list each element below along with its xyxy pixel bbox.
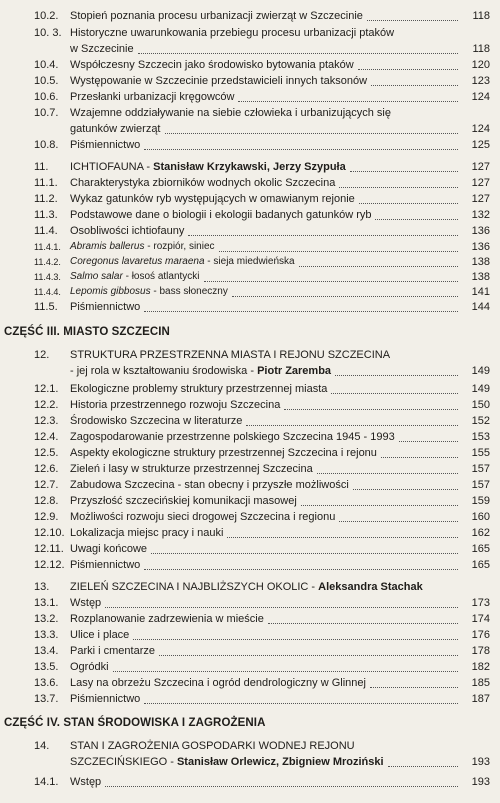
dot-leader xyxy=(144,311,458,312)
dot-leader xyxy=(317,473,458,474)
entry-number: 11.4.1. xyxy=(34,242,61,252)
page-number: 136 xyxy=(471,241,490,253)
entry-number: 12.1. xyxy=(34,383,59,395)
entry-number: 14.1. xyxy=(34,776,59,788)
entry-text: Lasy na obrzeżu Szczecina i ogród dendrologiczny w Glinnej xyxy=(70,677,366,689)
entry-text: Ogródki xyxy=(70,661,109,673)
page-number: 178 xyxy=(471,645,490,657)
entry-number: 12.3. xyxy=(34,415,59,427)
toc-entry xyxy=(0,447,500,461)
entry-number: 12.12. xyxy=(34,559,65,571)
entry-text: Piśmiennictwo xyxy=(70,139,141,151)
dot-leader xyxy=(284,409,458,410)
toc-entry xyxy=(0,597,500,611)
entry-text: Charakterystyka zbiorników wodnych okolic Szczecina xyxy=(70,177,336,189)
entry-text: Ekologiczne problemy struktury przestrzennej miasta xyxy=(70,383,328,395)
toc-entry xyxy=(0,193,500,207)
entry-text: ICHTIOFAUNA - xyxy=(70,161,154,173)
entry-title xyxy=(70,161,346,173)
entry-text: STAN I ZAGROŻENIA GOSPODARKI WODNEJ REJONU xyxy=(70,740,355,752)
page-number: 185 xyxy=(471,677,490,689)
toc-entry xyxy=(0,645,500,659)
entry-text: Piśmiennictwo xyxy=(70,301,141,313)
page-number: 159 xyxy=(471,495,490,507)
entry-number: 11.4.2. xyxy=(34,257,61,267)
dot-leader xyxy=(358,69,458,70)
page-number: 157 xyxy=(471,479,490,491)
entry-number: 12.4. xyxy=(34,431,59,443)
entry-number: 14. xyxy=(34,740,50,752)
toc-entry xyxy=(0,139,500,153)
entry-title xyxy=(70,209,371,221)
dot-leader xyxy=(105,607,458,608)
entry-text: Wstęp xyxy=(70,597,102,609)
page-number: 150 xyxy=(471,399,490,411)
page-number: 138 xyxy=(471,271,490,283)
dot-leader xyxy=(144,569,458,570)
page-number: 149 xyxy=(471,365,490,377)
toc-entry xyxy=(0,241,500,255)
toc-entry xyxy=(0,399,500,413)
toc-entry xyxy=(0,107,500,121)
dot-leader xyxy=(353,489,458,490)
entry-number: 11.5. xyxy=(34,301,58,313)
entry-text: Środowisko Szczecina w literaturze xyxy=(70,415,243,427)
entry-title xyxy=(70,91,234,103)
entry-title xyxy=(70,740,355,752)
entry-title xyxy=(70,271,200,283)
toc-entry xyxy=(0,161,500,175)
dot-leader xyxy=(339,187,458,188)
entry-text: STRUKTURA PRZESTRZENNA MIASTA I REJONU SZCZECINA xyxy=(70,349,391,361)
dot-leader xyxy=(113,671,458,672)
entry-title xyxy=(70,661,109,673)
dot-leader xyxy=(268,623,458,624)
entry-title xyxy=(70,613,264,625)
entry-title xyxy=(70,107,391,119)
toc-entry xyxy=(0,271,500,285)
entry-number: 12.5. xyxy=(34,447,59,459)
page-number: 174 xyxy=(471,613,490,625)
toc-entry xyxy=(0,349,500,363)
entry-text: Historyczne uwarunkowania przebiegu procesu urbanizacji ptaków xyxy=(70,27,395,39)
page-number: 118 xyxy=(472,10,490,22)
entry-number: 13.2. xyxy=(34,613,59,625)
entry-title xyxy=(70,479,349,491)
toc-entry xyxy=(0,365,500,379)
entry-text: Możliwości rozwoju sieci drogowej Szczecina i regionu xyxy=(70,511,336,523)
entry-number: 10.7. xyxy=(34,107,59,119)
entry-title xyxy=(70,383,327,395)
entry-title xyxy=(70,776,101,788)
entry-number: 13.3. xyxy=(34,629,59,641)
dot-leader xyxy=(301,505,458,506)
entry-number: 10.2. xyxy=(34,10,59,22)
page-number: 124 xyxy=(471,123,490,135)
entry-title xyxy=(70,225,184,237)
entry-title xyxy=(70,495,297,507)
entry-number: 11.3. xyxy=(34,209,58,221)
toc-entry xyxy=(0,495,500,509)
entry-number: 13.6. xyxy=(34,677,59,689)
entry-title xyxy=(70,756,384,768)
toc-entry xyxy=(0,75,500,89)
toc-entry xyxy=(0,479,500,493)
entry-number: 13.5. xyxy=(34,661,59,673)
entry-authors: Stanisław Krzykawski, Jerzy Szypuła xyxy=(153,161,346,173)
entry-title xyxy=(70,349,390,361)
page-number: 182 xyxy=(471,661,490,673)
entry-text: Osobliwości ichtiofauny xyxy=(70,225,185,237)
entry-number: 10.4. xyxy=(34,59,59,71)
dot-leader xyxy=(219,251,458,252)
toc-entry xyxy=(0,677,500,691)
dot-leader xyxy=(370,687,458,688)
page-number: 123 xyxy=(471,75,490,87)
entry-title xyxy=(70,677,366,689)
dot-leader xyxy=(388,766,458,767)
entry-text: Piśmiennictwo xyxy=(70,559,141,571)
dot-leader xyxy=(359,203,458,204)
entry-number: 12.7. xyxy=(34,479,59,491)
dot-leader xyxy=(367,20,458,21)
dot-leader xyxy=(188,235,458,236)
page-number: 125 xyxy=(471,139,490,151)
page-number: 136 xyxy=(471,225,490,237)
entry-text: - jej rola w kształtowaniu środowiska - xyxy=(70,365,258,377)
dot-leader xyxy=(105,786,458,787)
page-number: 144 xyxy=(471,301,490,313)
page-number: 187 xyxy=(471,693,490,705)
page-number: 153 xyxy=(471,431,490,443)
entry-title xyxy=(70,511,335,523)
entry-title xyxy=(70,597,101,609)
page-number: 127 xyxy=(471,161,490,173)
dot-leader xyxy=(299,266,458,267)
dot-leader xyxy=(371,85,458,86)
entry-text: ZIELEŃ SZCZECINA I NAJBLIŻSZYCH OKOLIC - xyxy=(70,581,319,593)
toc-entry xyxy=(0,559,500,573)
entry-number: 11.4.4. xyxy=(34,287,61,297)
entry-title xyxy=(70,301,140,313)
toc-entry xyxy=(0,415,500,429)
entry-text: - rozpiór, siniec xyxy=(144,241,215,252)
entry-number: 12.11. xyxy=(34,543,64,555)
entry-text: Przyszłość szczecińskiej komunikacji masowej xyxy=(70,495,297,507)
entry-title xyxy=(70,447,377,459)
entry-text: - sieja miedwieńska xyxy=(204,256,295,267)
entry-text: - łosoś atlantycki xyxy=(122,271,200,282)
dot-leader xyxy=(331,393,458,394)
toc-entry xyxy=(0,776,500,790)
dot-leader xyxy=(335,375,458,376)
page-number: 120 xyxy=(471,59,490,71)
toc-entry xyxy=(0,431,500,445)
entry-number: 10. 3. xyxy=(34,27,62,39)
dot-leader xyxy=(339,521,458,522)
page-number: 124 xyxy=(471,91,490,103)
toc-entry xyxy=(0,629,500,643)
toc-entry xyxy=(0,740,500,754)
entry-title xyxy=(70,527,223,539)
page-number: 173 xyxy=(471,597,490,609)
entry-number: 12.9. xyxy=(34,511,59,523)
entry-authors: Stanisław Orlewicz, Zbigniew Mroziński xyxy=(176,756,384,768)
entry-title xyxy=(70,543,147,555)
entry-text: Współczesny Szczecin jako środowisko bytowania ptaków xyxy=(70,59,354,71)
entry-number: 11.1. xyxy=(34,177,58,189)
entry-title xyxy=(70,415,242,427)
entry-title xyxy=(70,193,355,205)
page-number: 141 xyxy=(471,286,490,298)
entry-number: 13.4. xyxy=(34,645,59,657)
page-number: 176 xyxy=(471,629,490,641)
entry-number: 10.6. xyxy=(34,91,59,103)
entry-number: 10.5. xyxy=(34,75,59,87)
entry-text: Zieleń i lasy w strukturze przestrzennej Szczecina xyxy=(70,463,313,475)
entry-text: Wstęp xyxy=(70,776,102,788)
toc-entry xyxy=(0,225,500,239)
entry-text: Ulice i place xyxy=(70,629,130,641)
part-heading-iii: CZĘŚĆ III. MIASTO SZCZECIN xyxy=(4,326,170,338)
entry-number: 13.7. xyxy=(34,693,59,705)
entry-title xyxy=(70,59,354,71)
page-number: 127 xyxy=(471,177,490,189)
dot-leader xyxy=(238,101,458,102)
page-number: 138 xyxy=(471,256,490,268)
entry-text: SZCZECIŃSKIEGO - xyxy=(70,756,177,768)
page-number: 127 xyxy=(471,193,490,205)
entry-authors: Aleksandra Stachak xyxy=(318,581,423,593)
entry-text: Wykaz gatunków ryb występujących w omawianym rejonie xyxy=(70,193,355,205)
toc-entry xyxy=(0,256,500,270)
entry-title xyxy=(70,693,140,705)
entry-text: Stopień poznania procesu urbanizacji zwierząt w Szczecinie xyxy=(70,10,363,22)
entry-number: 12. xyxy=(34,349,50,361)
entry-title xyxy=(70,256,295,268)
page-number: 165 xyxy=(471,559,490,571)
entry-text: Aspekty ekologiczne struktury przestrzennej Szczecina i rejonu xyxy=(70,447,377,459)
toc-entry xyxy=(0,661,500,675)
entry-text: w Szczecinie xyxy=(70,43,134,55)
page-number: 118 xyxy=(472,43,490,55)
entry-title xyxy=(70,241,215,253)
page-number: 160 xyxy=(471,511,490,523)
entry-text: Historia przestrzennego rozwoju Szczecina xyxy=(70,399,281,411)
dot-leader xyxy=(227,537,458,538)
entry-number: 11.4.3. xyxy=(34,272,61,282)
entry-number: 11.2. xyxy=(34,193,58,205)
entry-text: Zagospodarowanie przestrzenne polskiego Szczecina 1945 - 1993 xyxy=(70,431,395,443)
toc-entry xyxy=(0,511,500,525)
dot-leader xyxy=(151,553,458,554)
toc-entry xyxy=(0,527,500,541)
entry-title xyxy=(70,399,280,411)
toc-entry xyxy=(0,10,500,24)
page-number: 155 xyxy=(471,447,490,459)
toc-entry xyxy=(0,43,500,57)
dot-leader xyxy=(399,441,458,442)
page-number: 149 xyxy=(471,383,490,395)
species-name: Lepomis gibbosus xyxy=(70,286,151,297)
entry-title xyxy=(70,139,140,151)
entry-text: Rozplanowanie zadrzewienia w mieście xyxy=(70,613,264,625)
entry-number: 11. xyxy=(34,161,49,173)
species-name: Abramis ballerus xyxy=(70,241,145,252)
entry-text: Przesłanki urbanizacji kręgowców xyxy=(70,91,235,103)
dot-leader xyxy=(159,655,458,656)
toc-entry xyxy=(0,123,500,137)
entry-title xyxy=(70,629,129,641)
page-number: 162 xyxy=(471,527,490,539)
entry-title xyxy=(70,463,313,475)
entry-title xyxy=(70,286,228,298)
dot-leader xyxy=(246,425,458,426)
entry-text: Piśmiennictwo xyxy=(70,693,141,705)
entry-number: 12.10. xyxy=(34,527,65,539)
entry-title xyxy=(70,645,155,657)
entry-title xyxy=(70,123,161,135)
toc-entry xyxy=(0,383,500,397)
entry-text: Zabudowa Szczecina - stan obecny i przyszłe możliwości xyxy=(70,479,349,491)
entry-title xyxy=(70,75,367,87)
page-number: 193 xyxy=(471,756,490,768)
entry-number: 12.2. xyxy=(34,399,59,411)
entry-number: 11.4. xyxy=(34,225,58,237)
entry-title xyxy=(70,27,394,39)
entry-number: 10.8. xyxy=(34,139,59,151)
toc-entry xyxy=(0,59,500,73)
toc-entry xyxy=(0,27,500,41)
toc-entry xyxy=(0,463,500,477)
dot-leader xyxy=(144,149,458,150)
toc-entry xyxy=(0,756,500,770)
dot-leader xyxy=(133,639,458,640)
toc-entry xyxy=(0,581,500,595)
page-number: 193 xyxy=(471,776,490,788)
entry-title xyxy=(70,43,134,55)
dot-leader xyxy=(375,219,458,220)
entry-text: Lokalizacja miejsc pracy i nauki xyxy=(70,527,224,539)
dot-leader xyxy=(204,281,458,282)
dot-leader xyxy=(381,457,458,458)
entry-text: Występowanie w Szczecinie przedstawicieli innych taksonów xyxy=(70,75,368,87)
entry-title xyxy=(70,365,331,377)
species-name: Salmo salar xyxy=(70,271,123,282)
entry-number: 13.1. xyxy=(34,597,59,609)
entry-number: 13. xyxy=(34,581,50,593)
dot-leader xyxy=(144,703,458,704)
entry-text: Wzajemne oddziaływanie na siebie człowieka i urbanizujących się xyxy=(70,107,391,119)
toc-entry xyxy=(0,91,500,105)
entry-title xyxy=(70,10,363,22)
entry-text: - bass słoneczny xyxy=(150,286,228,297)
toc-entry xyxy=(0,543,500,557)
toc-entry xyxy=(0,693,500,707)
entry-title xyxy=(70,431,395,443)
entry-title xyxy=(70,177,335,189)
entry-authors: Piotr Zaremba xyxy=(257,365,332,377)
toc-entry xyxy=(0,613,500,627)
entry-text: Uwagi końcowe xyxy=(70,543,148,555)
page-number: 157 xyxy=(471,463,490,475)
entry-title xyxy=(70,559,140,571)
page-number: 152 xyxy=(471,415,490,427)
entry-text: Parki i cmentarze xyxy=(70,645,155,657)
entry-text: Podstawowe dane o biologii i ekologii badanych gatunków ryb xyxy=(70,209,372,221)
dot-leader xyxy=(165,133,458,134)
toc-entry xyxy=(0,301,500,315)
dot-leader xyxy=(350,171,458,172)
toc-entry xyxy=(0,177,500,191)
entry-number: 12.8. xyxy=(34,495,59,507)
entry-number: 12.6. xyxy=(34,463,59,475)
species-name: Coregonus lavaretus maraena xyxy=(70,256,205,267)
toc-entry xyxy=(0,286,500,300)
page-number: 132 xyxy=(471,209,490,221)
dot-leader xyxy=(232,296,458,297)
entry-text: gatunków zwierząt xyxy=(70,123,161,135)
toc-entry xyxy=(0,209,500,223)
entry-title xyxy=(70,581,423,593)
page-number: 165 xyxy=(471,543,490,555)
dot-leader xyxy=(138,53,458,54)
part-heading-iv: CZĘŚĆ IV. STAN ŚRODOWISKA I ZAGROŻENIA xyxy=(4,717,266,729)
